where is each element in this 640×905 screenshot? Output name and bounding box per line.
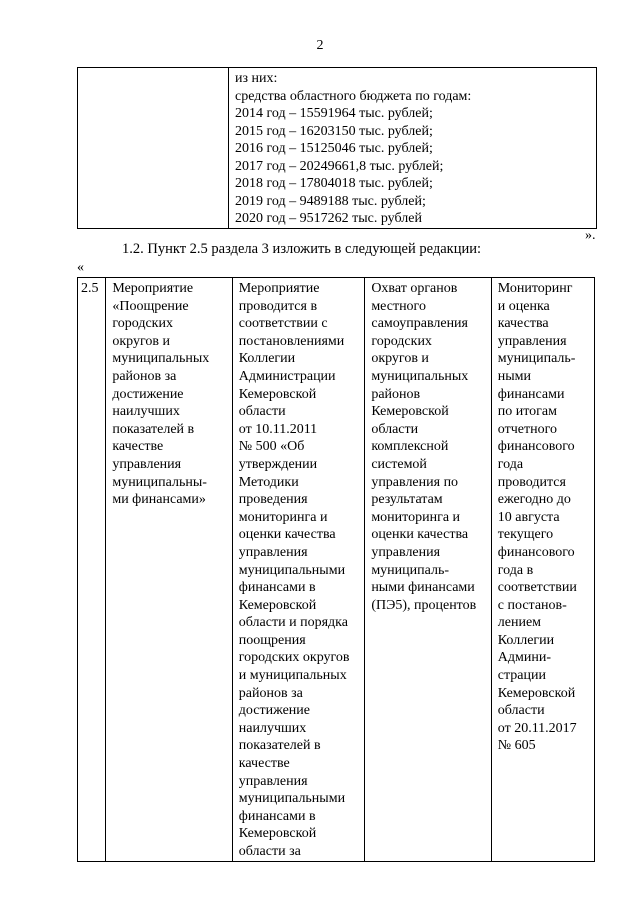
page-number: 2 xyxy=(316,38,324,53)
cell-line: области за xyxy=(238,844,301,859)
closing-quote: ». xyxy=(585,228,596,243)
cell-line: Администрации xyxy=(238,368,336,384)
measure-basis-cell xyxy=(232,278,365,862)
measure-table xyxy=(77,277,595,862)
cell-line: показателей в xyxy=(238,738,321,754)
cell-line: постановлениями xyxy=(238,333,345,349)
cell-line: оценки качества xyxy=(371,527,469,543)
cell-line: управления xyxy=(371,544,441,560)
budget-table-text-cell xyxy=(229,68,597,229)
cell-line: муниципальными xyxy=(238,791,346,807)
cell-line: области xyxy=(371,421,419,437)
cell-line: от 10.11.2011 xyxy=(238,421,318,437)
budget-table-empty-cell xyxy=(78,68,229,229)
cell-line: и оценка xyxy=(497,298,550,314)
cell-line: достижение xyxy=(238,703,310,719)
cell-line: районов xyxy=(371,386,421,402)
cell-line: области xyxy=(497,703,545,719)
cell-line: Кемеровской xyxy=(371,404,449,420)
cell-line: от 20.11.2017 xyxy=(497,720,577,736)
budget-table xyxy=(77,67,597,229)
cell-line: районов за xyxy=(238,685,303,701)
cell-line: наилучших xyxy=(238,720,307,736)
cell-line: «Поощрение xyxy=(112,298,189,314)
budget-line: 2015 год – 16203150 тыс. рублей; xyxy=(235,123,433,139)
cell-line: с постанов- xyxy=(497,597,567,613)
cell-line: Кемеровской xyxy=(238,826,317,842)
cell-line: качестве xyxy=(112,439,164,455)
cell-line: 10 августа xyxy=(497,509,560,525)
measure-name-cell xyxy=(106,278,232,862)
cell-line: Методики xyxy=(238,474,299,490)
cell-line: наилучших xyxy=(112,404,180,420)
budget-line: 2020 год – 9517262 тыс. рублей xyxy=(235,211,422,226)
cell-line: городских xyxy=(112,316,173,332)
cell-line: страции xyxy=(497,668,546,684)
cell-line: округов и xyxy=(112,333,170,349)
cell-line: Коллегии xyxy=(497,632,555,648)
cell-line: муниципаль- xyxy=(497,351,576,367)
cell-line: Кемеровской xyxy=(238,386,317,402)
cell-line: самоуправления xyxy=(371,316,468,332)
cell-line: Мониторинг xyxy=(497,281,573,296)
cell-line: местного xyxy=(371,298,426,314)
cell-line: достижение xyxy=(112,386,184,402)
cell-line: мониторинга и xyxy=(238,509,328,525)
cell-line: муниципальны- xyxy=(112,474,207,490)
cell-line: управления xyxy=(238,544,308,560)
measure-monitoring-cell xyxy=(491,278,594,862)
cell-line: показателей в xyxy=(112,421,195,437)
cell-line: Мероприятие xyxy=(238,281,320,296)
cell-line: результатам xyxy=(371,492,443,508)
budget-line: средства областного бюджета по годам: xyxy=(235,88,472,104)
cell-line: ми финансами» xyxy=(112,492,206,508)
cell-line: области и порядка xyxy=(238,615,348,631)
cell-line: управления xyxy=(112,456,182,472)
cell-line: Мероприятие xyxy=(112,281,194,296)
cell-line: области xyxy=(238,404,286,420)
cell-line: Админи- xyxy=(497,650,551,666)
cell-line: лением xyxy=(497,615,542,631)
cell-line: финансами xyxy=(497,386,565,402)
cell-line: № 605 xyxy=(497,738,536,754)
cell-line: районов за xyxy=(112,368,177,384)
cell-line: системой xyxy=(371,456,427,472)
cell-line: округов и xyxy=(371,351,429,367)
cell-line: финансового xyxy=(497,544,575,560)
budget-line: 2014 год – 15591964 тыс. рублей; xyxy=(235,106,433,121)
cell-line: муниципальных xyxy=(371,368,469,384)
cell-line: утверждении xyxy=(238,456,318,472)
cell-line: городских xyxy=(371,333,432,349)
cell-line: городских округов xyxy=(238,650,350,666)
cell-line: соответствии xyxy=(497,580,577,596)
cell-line: качества xyxy=(497,316,549,332)
cell-line: Кемеровской xyxy=(497,685,576,701)
cell-line: оценки качества xyxy=(238,527,336,543)
cell-line: управления xyxy=(497,333,567,349)
cell-line: муниципаль- xyxy=(371,562,450,578)
cell-line: Коллегии xyxy=(238,351,296,367)
cell-line: ными xyxy=(497,368,532,384)
cell-line: Кемеровской xyxy=(238,597,317,613)
amendment-instruction: 1.2. Пункт 2.5 раздела 3 изложить в следующей редакции: xyxy=(122,241,482,257)
cell-line: года в xyxy=(497,562,534,578)
budget-line: 2018 год – 17804018 тыс. рублей; xyxy=(235,176,433,191)
cell-line: Охват органов xyxy=(371,281,458,296)
opening-quote: « xyxy=(77,260,84,275)
cell-line: по итогам xyxy=(497,404,557,420)
cell-line: соответствии с xyxy=(238,316,328,332)
cell-line: года xyxy=(497,456,524,472)
cell-line: управления по xyxy=(371,474,459,490)
cell-line: комплексной xyxy=(371,439,449,455)
cell-line: управления xyxy=(238,773,308,789)
cell-line: муниципальными xyxy=(238,562,346,578)
cell-line: финансами в xyxy=(238,808,316,824)
cell-line: и муниципальных xyxy=(238,668,347,684)
cell-line: финансами в xyxy=(238,580,316,596)
budget-line: 2016 год – 15125046 тыс. рублей; xyxy=(235,141,433,156)
cell-line: (ПЭ5), процентов xyxy=(371,597,477,613)
cell-line: муниципальных xyxy=(112,351,210,367)
measure-number: 2.5 xyxy=(78,278,106,862)
cell-line: № 500 «Об xyxy=(238,439,305,455)
cell-line: отчетного xyxy=(497,421,557,437)
cell-line: ными финансами xyxy=(371,580,475,596)
budget-line: 2017 год – 20249661,8 тыс. рублей; xyxy=(235,158,444,174)
cell-line: качестве xyxy=(238,756,290,772)
cell-line: проведения xyxy=(238,492,308,508)
cell-line: финансового xyxy=(497,439,575,455)
cell-line: поощрения xyxy=(238,632,306,648)
measure-indicator-cell xyxy=(365,278,491,862)
cell-line: проводится в xyxy=(238,298,318,314)
cell-line: мониторинга и xyxy=(371,509,461,525)
cell-line: текущего xyxy=(497,527,554,543)
cell-line: проводится xyxy=(497,474,566,490)
budget-line: 2019 год – 9489188 тыс. рублей; xyxy=(235,193,426,209)
cell-line: ежегодно до xyxy=(497,492,571,508)
budget-line: из них: xyxy=(235,71,278,86)
